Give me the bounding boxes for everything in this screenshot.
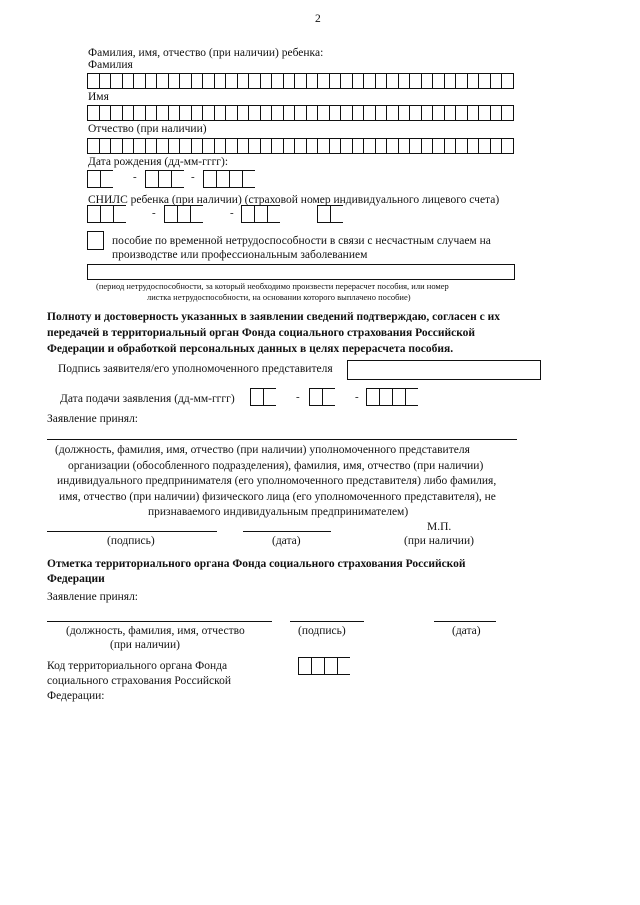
input-cell[interactable]	[267, 205, 280, 223]
input-cell[interactable]	[340, 138, 352, 154]
official-line[interactable]	[47, 439, 517, 440]
fund-sign-caption: (подпись)	[298, 625, 346, 637]
surname-cells[interactable]	[87, 73, 514, 88]
input-cell[interactable]	[87, 205, 100, 223]
applicant-signature-field[interactable]	[347, 360, 541, 380]
input-cell[interactable]	[237, 73, 249, 89]
input-cell[interactable]	[110, 73, 122, 89]
input-cell[interactable]	[191, 105, 203, 121]
input-cell[interactable]	[392, 388, 405, 406]
input-cell[interactable]	[398, 73, 410, 89]
input-cell[interactable]	[237, 105, 249, 121]
benefit-label-line1: пособие по временной нетрудоспособности в связи с несчастным случаем на	[112, 235, 491, 247]
fund-date-line[interactable]	[434, 621, 496, 622]
dash: -	[191, 171, 195, 183]
input-cell[interactable]	[122, 138, 134, 154]
patronymic-label: Отчество (при наличии)	[88, 123, 207, 135]
official-note-line1: (должность, фамилия, имя, отчество (при наличии) уполномоченного представителя	[55, 444, 470, 456]
input-cell[interactable]	[294, 73, 306, 89]
input-cell[interactable]	[478, 105, 490, 121]
input-cell[interactable]	[421, 105, 433, 121]
input-cell[interactable]	[225, 138, 237, 154]
input-cell[interactable]	[444, 138, 456, 154]
input-cell[interactable]	[386, 105, 398, 121]
input-cell[interactable]	[237, 138, 249, 154]
input-cell[interactable]	[271, 73, 283, 89]
input-cell[interactable]	[283, 105, 295, 121]
applicant-signature-label: Подпись заявителя/его уполномоченного представителя	[58, 363, 333, 375]
input-cell[interactable]	[156, 73, 168, 89]
input-cell[interactable]	[145, 138, 157, 154]
snils-cells-2[interactable]	[164, 205, 203, 223]
input-cell[interactable]	[444, 73, 456, 89]
input-cell[interactable]	[110, 138, 122, 154]
input-cell[interactable]	[113, 205, 126, 223]
input-cell[interactable]	[100, 205, 113, 223]
input-cell[interactable]	[363, 105, 375, 121]
input-cell[interactable]	[110, 105, 122, 121]
input-cell[interactable]	[386, 73, 398, 89]
dash: -	[152, 207, 156, 219]
submit-day-cells[interactable]	[250, 388, 276, 406]
input-cell[interactable]	[177, 205, 190, 223]
input-cell[interactable]	[306, 73, 318, 89]
input-cell[interactable]	[444, 105, 456, 121]
fund-code-label-line3: Федерации:	[47, 690, 105, 702]
input-cell[interactable]	[202, 73, 214, 89]
input-cell[interactable]	[242, 170, 255, 188]
input-cell[interactable]	[337, 657, 350, 675]
input-cell[interactable]	[398, 138, 410, 154]
input-cell[interactable]	[99, 105, 111, 121]
input-cell[interactable]	[214, 138, 226, 154]
input-cell[interactable]	[158, 170, 171, 188]
input-cell[interactable]	[179, 73, 191, 89]
input-cell[interactable]	[156, 105, 168, 121]
input-cell[interactable]	[467, 138, 479, 154]
input-cell[interactable]	[241, 205, 254, 223]
input-cell[interactable]	[145, 170, 158, 188]
fund-code-cells[interactable]	[298, 657, 350, 675]
input-cell[interactable]	[271, 138, 283, 154]
confirmation-line3: Федерации и обработкой персональных данных в целях перерасчета пособия.	[47, 343, 454, 355]
input-cell[interactable]	[179, 138, 191, 154]
benefit-checkbox[interactable]	[87, 231, 104, 250]
dash: -	[296, 391, 300, 403]
input-cell[interactable]	[191, 138, 203, 154]
input-cell[interactable]	[317, 105, 329, 121]
input-cell[interactable]	[179, 105, 191, 121]
submit-date-label: Дата подачи заявления (дд-мм-гггг)	[60, 393, 235, 405]
input-cell[interactable]	[168, 73, 180, 89]
input-cell[interactable]	[168, 138, 180, 154]
input-cell[interactable]	[375, 105, 387, 121]
period-input[interactable]	[87, 264, 515, 280]
fund-signature-line[interactable]	[290, 621, 364, 622]
official-note-line4: имя, отчество (при наличии) физического лица (его уполномоченного представителя), не	[59, 491, 496, 503]
input-cell[interactable]	[248, 73, 260, 89]
input-cell[interactable]	[317, 205, 330, 223]
input-cell[interactable]	[248, 138, 260, 154]
confirmation-line2: передачей в территориальный орган Фонда социального страхования Российской	[47, 327, 476, 339]
fund-position-caption-line1: (должность, фамилия, имя, отчество	[66, 625, 245, 637]
submit-year-cells[interactable]	[366, 388, 418, 406]
input-cell[interactable]	[478, 73, 490, 89]
fund-position-line[interactable]	[47, 621, 272, 622]
input-cell[interactable]	[250, 388, 263, 406]
input-cell[interactable]	[145, 105, 157, 121]
period-note-line1: (период нетрудоспособности, за который необходимо произвести перерасчет пособия, или номер	[96, 281, 449, 291]
input-cell[interactable]	[363, 138, 375, 154]
input-cell[interactable]	[122, 105, 134, 121]
date-line[interactable]	[243, 531, 331, 532]
input-cell[interactable]	[405, 388, 418, 406]
input-cell[interactable]	[409, 73, 421, 89]
dash: -	[355, 391, 359, 403]
input-cell[interactable]	[225, 73, 237, 89]
input-cell[interactable]	[375, 138, 387, 154]
fund-date-caption: (дата)	[452, 625, 481, 637]
input-cell[interactable]	[248, 105, 260, 121]
official-note-line2: организации (обособленного подразделения), фамилия, имя, отчество (при наличии)	[68, 460, 484, 472]
birthdate-year-cells[interactable]	[203, 170, 255, 188]
input-cell[interactable]	[330, 205, 343, 223]
input-cell[interactable]	[409, 138, 421, 154]
input-cell[interactable]	[501, 105, 514, 121]
input-cell[interactable]	[214, 73, 226, 89]
input-cell[interactable]	[409, 105, 421, 121]
input-cell[interactable]	[352, 105, 364, 121]
input-cell[interactable]	[490, 73, 502, 89]
input-cell[interactable]	[133, 138, 145, 154]
input-cell[interactable]	[225, 105, 237, 121]
input-cell[interactable]	[87, 105, 99, 121]
input-cell[interactable]	[432, 138, 444, 154]
input-cell[interactable]	[260, 138, 272, 154]
signature-line[interactable]	[47, 531, 217, 532]
input-cell[interactable]	[263, 388, 276, 406]
input-cell[interactable]	[294, 105, 306, 121]
fund-position-caption-line2: (при наличии)	[110, 639, 180, 651]
birthdate-day-cells[interactable]	[87, 170, 113, 188]
input-cell[interactable]	[311, 657, 324, 675]
fund-code-label-line1: Код территориального органа Фонда	[47, 660, 228, 672]
input-cell[interactable]	[87, 73, 99, 89]
input-cell[interactable]	[122, 73, 134, 89]
accepted-label: Заявление принял:	[47, 413, 139, 425]
input-cell[interactable]	[294, 138, 306, 154]
input-cell[interactable]	[306, 105, 318, 121]
input-cell[interactable]	[87, 170, 100, 188]
snils-cells-4[interactable]	[317, 205, 343, 223]
input-cell[interactable]	[329, 138, 341, 154]
input-cell[interactable]	[133, 105, 145, 121]
input-cell[interactable]	[366, 388, 379, 406]
input-cell[interactable]	[309, 388, 322, 406]
surname-label: Фамилия	[88, 59, 133, 71]
input-cell[interactable]	[421, 138, 433, 154]
input-cell[interactable]	[324, 657, 337, 675]
if-any-caption: (при наличии)	[404, 535, 474, 547]
page-number: 2	[315, 13, 321, 25]
period-note-line2: листка нетрудоспособности, на основании которого выплачено пособие)	[147, 292, 411, 302]
input-cell[interactable]	[254, 205, 267, 223]
input-cell[interactable]	[168, 105, 180, 121]
input-cell[interactable]	[100, 170, 113, 188]
input-cell[interactable]	[216, 170, 229, 188]
input-cell[interactable]	[340, 73, 352, 89]
input-cell[interactable]	[455, 138, 467, 154]
input-cell[interactable]	[260, 73, 272, 89]
input-cell[interactable]	[283, 73, 295, 89]
input-cell[interactable]	[317, 138, 329, 154]
sign-caption: (подпись)	[107, 535, 155, 547]
patronymic-cells[interactable]	[87, 138, 514, 153]
official-note-line3: индивидуального предпринимателя (его уполномоченного представителя) либо фамилия,	[57, 475, 497, 487]
input-cell[interactable]	[171, 170, 184, 188]
input-cell[interactable]	[432, 73, 444, 89]
input-cell[interactable]	[164, 205, 177, 223]
input-cell[interactable]	[340, 105, 352, 121]
input-cell[interactable]	[398, 105, 410, 121]
input-cell[interactable]	[432, 105, 444, 121]
input-cell[interactable]	[329, 105, 341, 121]
fund-accepted-label: Заявление принял:	[47, 591, 139, 603]
birthdate-month-cells[interactable]	[145, 170, 184, 188]
input-cell[interactable]	[87, 138, 99, 154]
input-cell[interactable]	[99, 73, 111, 89]
input-cell[interactable]	[283, 138, 295, 154]
input-cell[interactable]	[260, 105, 272, 121]
date-caption: (дата)	[272, 535, 301, 547]
input-cell[interactable]	[202, 105, 214, 121]
confirmation-line1: Полноту и достоверность указанных в заявлении сведений подтверждаю, согласен с их	[47, 311, 501, 323]
snils-cells-1[interactable]	[87, 205, 126, 223]
input-cell[interactable]	[467, 105, 479, 121]
benefit-label-line2: производстве или профессиональным заболеванием	[112, 249, 368, 261]
input-cell[interactable]	[352, 138, 364, 154]
input-cell[interactable]	[501, 73, 514, 89]
input-cell[interactable]	[156, 138, 168, 154]
child-name-heading: Фамилия, имя, отчество (при наличии) ребенка:	[88, 47, 324, 59]
input-cell[interactable]	[145, 73, 157, 89]
fund-code-label-line2: социального страхования Российской	[47, 675, 232, 687]
official-note-line5: признаваемого индивидуальным предпринимателем)	[148, 506, 409, 518]
input-cell[interactable]	[467, 73, 479, 89]
fund-mark-line1: Отметка территориального органа Фонда социального страхования Российской	[47, 558, 466, 570]
input-cell[interactable]	[306, 138, 318, 154]
input-cell[interactable]	[322, 388, 335, 406]
input-cell[interactable]	[455, 73, 467, 89]
input-cell[interactable]	[379, 388, 392, 406]
dash: -	[133, 171, 137, 183]
input-cell[interactable]	[501, 138, 514, 154]
input-cell[interactable]	[317, 73, 329, 89]
name-label: Имя	[88, 91, 109, 103]
input-cell[interactable]	[271, 105, 283, 121]
snils-cells-3[interactable]	[241, 205, 280, 223]
input-cell[interactable]	[375, 73, 387, 89]
input-cell[interactable]	[421, 73, 433, 89]
dash: -	[230, 207, 234, 219]
input-cell[interactable]	[490, 138, 502, 154]
input-cell[interactable]	[490, 105, 502, 121]
fund-mark-line2: Федерации	[47, 573, 105, 585]
snils-label: СНИЛС ребенка (при наличии) (страховой номер индивидуального лицевого счета)	[88, 194, 500, 206]
input-cell[interactable]	[455, 105, 467, 121]
input-cell[interactable]	[229, 170, 242, 188]
name-cells[interactable]	[87, 105, 514, 120]
input-cell[interactable]	[386, 138, 398, 154]
input-cell[interactable]	[352, 73, 364, 89]
input-cell[interactable]	[99, 138, 111, 154]
input-cell[interactable]	[214, 105, 226, 121]
birthdate-label: Дата рождения (дд-мм-гггг):	[88, 156, 229, 168]
input-cell[interactable]	[478, 138, 490, 154]
input-cell[interactable]	[298, 657, 311, 675]
input-cell[interactable]	[363, 73, 375, 89]
submit-month-cells[interactable]	[309, 388, 335, 406]
input-cell[interactable]	[133, 73, 145, 89]
input-cell[interactable]	[329, 73, 341, 89]
input-cell[interactable]	[203, 170, 216, 188]
input-cell[interactable]	[190, 205, 203, 223]
input-cell[interactable]	[202, 138, 214, 154]
stamp-label: М.П.	[427, 521, 452, 533]
input-cell[interactable]	[191, 73, 203, 89]
